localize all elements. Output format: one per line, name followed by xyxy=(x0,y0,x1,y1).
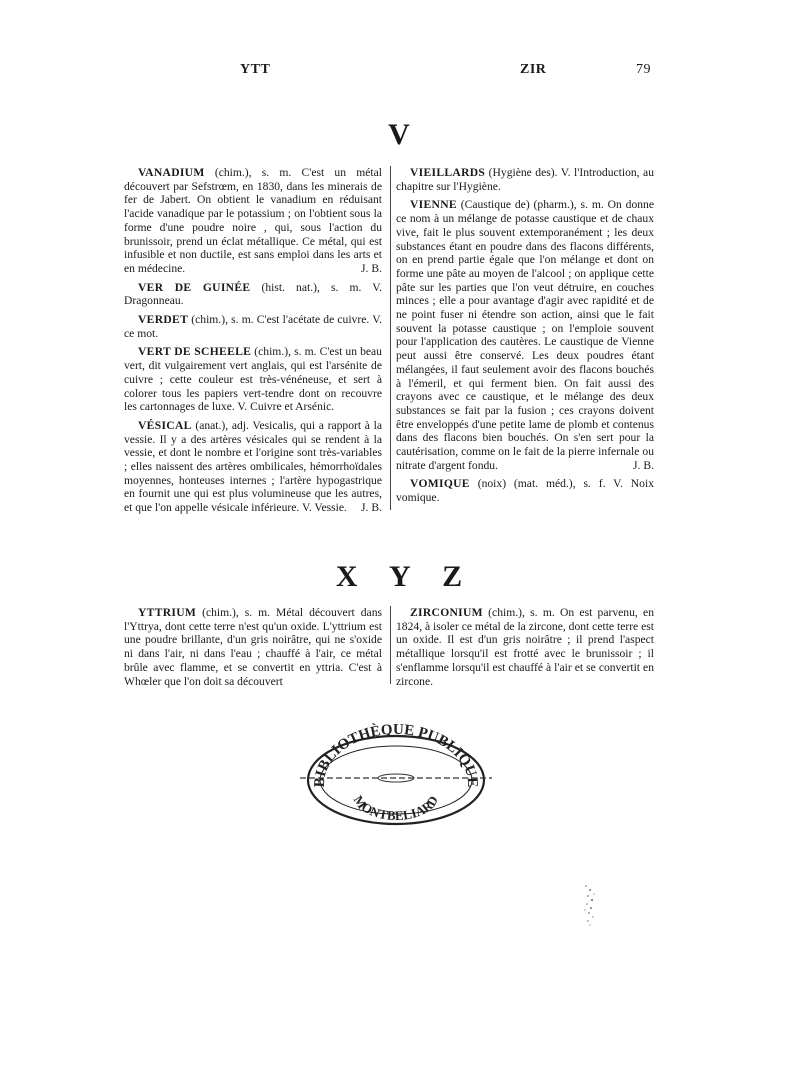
headword: YTTRIUM xyxy=(138,606,197,619)
column-divider xyxy=(390,166,391,510)
page-number: 79 xyxy=(636,62,651,77)
signature: J. B. xyxy=(633,458,654,472)
headword: VIEILLARDS xyxy=(410,166,486,179)
section-letter-y: Y xyxy=(388,560,413,593)
entry-text: (anat.), adj. Vesicalis, qui a rapport à la vessie. Il y a des artères vésicales qui se rendent à la vessie, et dont le nombre et l'origine sont très-variables ; elles naissent des artères ombilicales, hémorrhoïdales moyennes, honteuses internes ; l'artère hypogastrique en fournit une qui est plus volumineuse que les autres, et que l'on appelle vésicale inférieure. V. Vessie. xyxy=(124,418,382,515)
entry-text: (chim.), s. m. C'est l'acétate de cuivre. V. ce mot. xyxy=(124,313,382,340)
entry-text: (noix) (mat. méd.), s. f. V. Noix vomique. xyxy=(396,477,654,505)
entry-text: (chim.), s. m. C'est un beau vert, dit vulgairement vert anglais, qui est l'arsénite de cuivre ; cette couleur est très-vénéneuse, et sert à colorer tous les papiers vert-tendre dont on recouvre les cartonnages de luxe. V. Cuivre et Arsénic. xyxy=(124,345,382,414)
section-letter-z: Z xyxy=(442,560,465,593)
entry-vomique xyxy=(396,477,654,504)
headword: VERT DE SCHEELE xyxy=(138,345,252,359)
entry-text: (Caustique de) (pharm.), s. m. On donne ce nom à un mélange de potasse caustique et de chaux vive, fait le plus souvent extemporanément ; les deux substances étant en poudre dans des flacons différents, on en prend partie égale que l'on mélange et dont on forme une pâte au moyen de l'alcool ; on applique cette pâte sur les parties que l'on veut détruire, en couches minces ; elle a pour avantage d'agir avec rapidité et de ne point fuser ni étendre son action, ainsi que le fait souvent la potasse caustique ; on l'emploie souvent pour l'application des cautères. Le caustique de Vienne peut aussi être conservé. Les deux poudres étant mélangées, il faut seulement avoir des flacons bouchés à l'émeril, et qui ferment bien. On fait aussi des crayons avec ce caustique, et le mélange des deux substances se fait par la fusion ; ces crayons doivent être enveloppés d'une petite lame de plomb et contenus dans des flacons bien bouchés. On s'en sert pour la cautérisation, comme on le fait de la pierre infernale ou nitrate d'argent fondu. xyxy=(396,198,654,472)
section-heading-v: V xyxy=(388,118,412,151)
entry-ver-de-guinee xyxy=(124,281,382,308)
headword: VERDET xyxy=(138,313,189,327)
stamp-outer-text: BIBLIOTHÈQUE PUBLIQUE xyxy=(311,721,481,788)
entry-text: (chim.), s. m. On est parvenu, en 1824, à isoler ce métal de la zircone, dont cette terre est un oxide. Il est d'un gris noirâtre ; il prend l'aspect métallique lorsqu'il est frotté avec le brunissoir ; il s'enflamme lorsqu'il est chauffé à l'air et se convertit en zircone. xyxy=(396,606,654,688)
entry-vienne xyxy=(396,198,654,472)
entry-yttrium xyxy=(124,606,382,688)
entry-vanadium xyxy=(124,166,382,276)
entry-vesical xyxy=(124,419,382,515)
entry-text: (chim.), s. m. C'est un métal découvert par Sefstrœm, en 1830, dans les minerais de fer de Jabert. On obtient le vanadium en réduisant l'acide vanadique par le potassium ; on l'obtient sous la forme d'une poudre noire , qui, sous l'action du brunissoir, prend un éclat métallique. Ce métal, qui est infusible et non ductile, est sans emploi dans les arts et en médecine. xyxy=(124,166,382,275)
headword: VOMIQUE xyxy=(410,477,470,491)
running-head-center: ZIR xyxy=(520,62,547,77)
stamp-inner-text: MONTBELIARD xyxy=(350,792,441,824)
column-divider xyxy=(390,606,391,684)
signature: J. B. xyxy=(361,261,382,275)
headword: VIENNE xyxy=(410,198,457,212)
entry-text: (Hygiène des). V. l'Introduction, au chapitre sur l'Hygiène. xyxy=(396,166,654,193)
column-v-right xyxy=(396,166,654,510)
library-stamp xyxy=(296,718,496,828)
paper-speckle xyxy=(578,880,602,930)
headword: VER DE GUINÉE xyxy=(138,280,251,294)
column-xyz-left xyxy=(124,606,382,693)
entry-verdet xyxy=(124,313,382,340)
column-xyz-right xyxy=(396,606,654,693)
entry-vert-de-scheele xyxy=(124,345,382,414)
running-head-left: YTT xyxy=(240,62,271,77)
headword: VANADIUM xyxy=(138,166,205,179)
section-heading-xyz xyxy=(0,560,800,594)
section-letter-x: X xyxy=(335,560,360,593)
entry-zirconium xyxy=(396,606,654,688)
entry-vieillards xyxy=(396,166,654,193)
signature: J. B. xyxy=(361,501,382,515)
headword: VÉSICAL xyxy=(138,418,192,432)
headword: ZIRCONIUM xyxy=(410,606,483,619)
entry-text: (hist. nat.), s. m. V. Dragonneau. xyxy=(124,280,383,308)
entry-text: (chim.), s. m. Métal découvert dans l'Yttrya, dont cette terre n'est qu'un oxide. L'yttrium est une poudre brillante, d'un gris noirâtre, qui ne s'oxide ni dans l'air, ni dans l'eau ; chauffé à l'air, ce métal brûle avec flamme, et se convertit en yttria. C'est à Whœler que l'on doit sa découvert xyxy=(124,606,382,688)
column-v-left xyxy=(124,166,382,520)
